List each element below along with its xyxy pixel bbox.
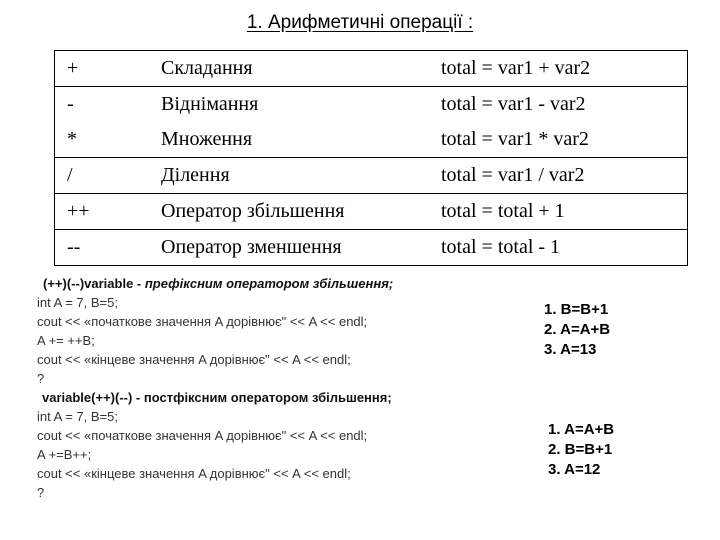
operator-name: Ділення bbox=[151, 158, 429, 194]
slide-title bbox=[0, 12, 720, 34]
code-line: int A = 7, B=5; bbox=[37, 409, 118, 424]
operations-table bbox=[54, 50, 688, 266]
prefix-results bbox=[544, 300, 610, 360]
operator-expression: total = total + 1 bbox=[429, 194, 688, 230]
operator-expression: total = var1 / var2 bbox=[429, 158, 688, 194]
code-line: cout << «кінцеве значення A дорівнює" << A << endl; bbox=[37, 466, 351, 481]
operator-name: Множення bbox=[151, 122, 429, 158]
result-step: 1. A=A+B bbox=[548, 421, 615, 438]
operator-name: Віднімання bbox=[161, 93, 259, 115]
code-line: int A = 7, B=5; bbox=[37, 295, 118, 310]
table-row bbox=[55, 122, 688, 158]
code-line: ? bbox=[37, 371, 45, 386]
result-step: 1. B=B+1 bbox=[544, 301, 609, 318]
code-examples bbox=[37, 274, 507, 502]
operator-expression: total = var1 - var2 bbox=[441, 93, 586, 115]
postfix-results bbox=[548, 420, 614, 480]
result-step: 2. A=A+B bbox=[544, 321, 611, 338]
code-line: A += ++B; bbox=[37, 333, 95, 348]
code-line-justified bbox=[37, 426, 507, 445]
operator-expression: total = total - 1 bbox=[441, 236, 561, 258]
code-line: cout << «початкове значення A дорівнює" << A << endl; bbox=[37, 428, 368, 443]
prefix-heading bbox=[37, 274, 507, 293]
code-line: ? bbox=[37, 485, 45, 500]
code-line: A +=B++; bbox=[37, 447, 92, 462]
operator-symbol: - bbox=[67, 93, 74, 115]
operator-name: Оператор збільшення bbox=[151, 194, 429, 230]
code-line: cout << «кінцеве значення A дорівнює" << A << endl; bbox=[37, 352, 351, 367]
operator-symbol: * bbox=[55, 122, 152, 158]
result-step: 3. A=12 bbox=[548, 461, 601, 478]
operator-symbol: / bbox=[55, 158, 152, 194]
operator-name: Оператор зменшення bbox=[161, 236, 342, 258]
slide-title-text: 1. Арифметичні операції : bbox=[246, 12, 474, 33]
operator-symbol: ++ bbox=[55, 194, 152, 230]
result-step: 3. A=13 bbox=[544, 341, 597, 358]
prefix-heading-code: (++)(--)variable bbox=[43, 276, 134, 291]
operator-symbol: -- bbox=[67, 236, 81, 258]
operator-name: Складання bbox=[151, 51, 429, 87]
code-line: cout << «початкове значення A дорівнює" << A << endl; bbox=[37, 314, 368, 329]
operator-symbol: + bbox=[55, 51, 152, 87]
table-row bbox=[55, 51, 688, 87]
prefix-heading-desc: - префіксним оператором збільшення; bbox=[133, 276, 394, 291]
table-row bbox=[55, 230, 688, 266]
table-row bbox=[55, 158, 688, 194]
table-row bbox=[55, 87, 688, 123]
operator-expression: total = var1 + var2 bbox=[429, 51, 688, 87]
operator-expression: total = var1 * var2 bbox=[429, 122, 688, 158]
postfix-heading: variable(++)(--) - постфіксним оператором збільшення; bbox=[42, 390, 392, 405]
result-step: 2. B=B+1 bbox=[548, 441, 613, 458]
table-row bbox=[55, 194, 688, 230]
